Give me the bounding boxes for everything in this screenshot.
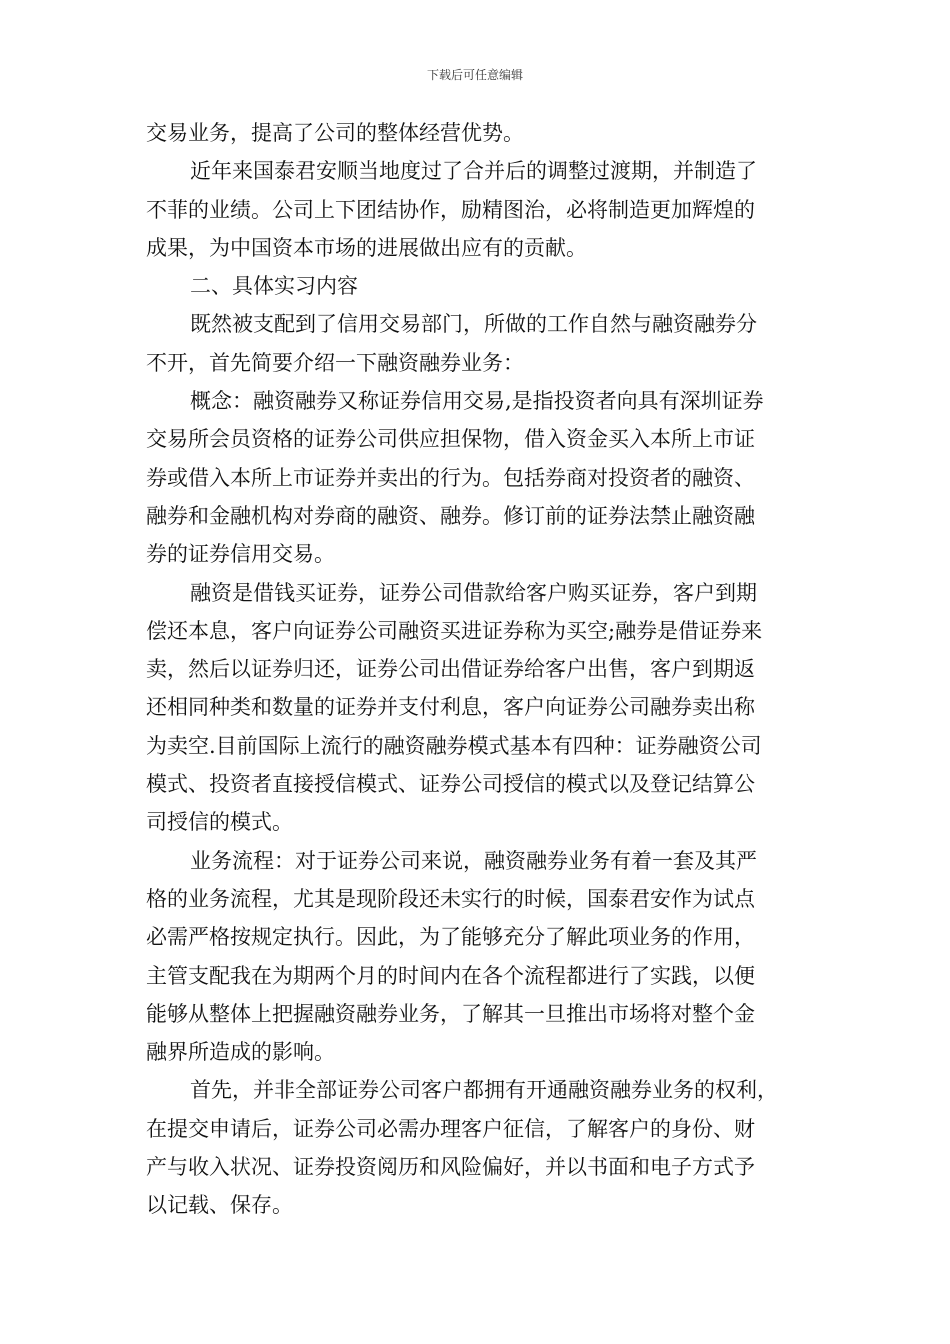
text-line: 融资是借钱买证券，证券公司借款给客户购买证券，客户到期 [190, 580, 757, 605]
text-line: 概念：融资融券又称证券信用交易,是指投资者向具有深圳证券 [190, 389, 764, 414]
text-line: 司授信的模式。 [146, 810, 293, 835]
text-line: 券的证券信用交易。 [146, 542, 335, 567]
text-line: 二、具体实习内容 [190, 274, 358, 299]
text-line: 为卖空.目前国际上流行的融资融券模式基本有四种：证券融资公司 [146, 733, 762, 758]
text-line: 融券和金融机构对券商的融资、融券。修订前的证券法禁止融资融 [146, 503, 755, 528]
text-line: 近年来国泰君安顺当地度过了合并后的调整过渡期，并制造了 [190, 159, 757, 184]
text-line: 融界所造成的影响。 [146, 1040, 335, 1065]
text-line: 既然被支配到了信用交易部门，所做的工作自然与融资融券分 [190, 312, 757, 337]
page-header: 下载后可任意编辑 [426, 68, 523, 82]
body-text [146, 114, 810, 1225]
text-line: 格的业务流程，尤其是现阶段还未实行的时候，国泰君安作为试点 [146, 886, 755, 911]
text-line: 券或借入本所上市证券并卖出的行为。包括券商对投资者的融资、 [146, 465, 755, 490]
text-line: 不开，首先简要介绍一下融资融券业务： [146, 350, 524, 375]
text-line: 交易所会员资格的证券公司供应担保物，借入资金买入本所上市证 [146, 427, 755, 452]
text-line: 业务流程：对于证券公司来说，融资融券业务有着一套及其严 [190, 848, 757, 873]
text-line: 模式、投资者直接授信模式、证券公司授信的模式以及登记结算公 [146, 772, 755, 797]
text-line: 偿还本息，客户向证券公司融资买进证券称为买空;融券是借证券来 [146, 618, 763, 643]
text-line: 卖，然后以证券归还，证券公司出借证券给客户出售，客户到期返 [146, 657, 755, 682]
text-line: 首先，并非全部证券公司客户都拥有开通融资融券业务的权利， [190, 1078, 778, 1103]
text-line: 成果，为中国资本市场的进展做出应有的贡献。 [146, 235, 587, 260]
text-line: 不菲的业绩。公司上下团结协作，励精图治，必将制造更加辉煌的 [146, 197, 755, 222]
text-line: 必需严格按规定执行。因此，为了能够充分了解此项业务的作用， [146, 925, 755, 950]
text-line: 主管支配我在为期两个月的时间内在各个流程都进行了实践，以便 [146, 963, 755, 988]
text-line: 能够从整体上把握融资融券业务，了解其一旦推出市场将对整个金 [146, 1001, 755, 1026]
text-line: 以记载、保存。 [146, 1193, 293, 1218]
text-line: 交易业务，提高了公司的整体经营优势。 [146, 121, 524, 145]
text-line: 产与收入状况、证券投资阅历和风险偏好，并以书面和电子方式予 [146, 1155, 755, 1180]
text-line: 还相同种类和数量的证券并支付利息，客户向证券公司融券卖出称 [146, 695, 755, 720]
text-line: 在提交申请后，证券公司必需办理客户征信，了解客户的身份、财 [146, 1116, 755, 1141]
